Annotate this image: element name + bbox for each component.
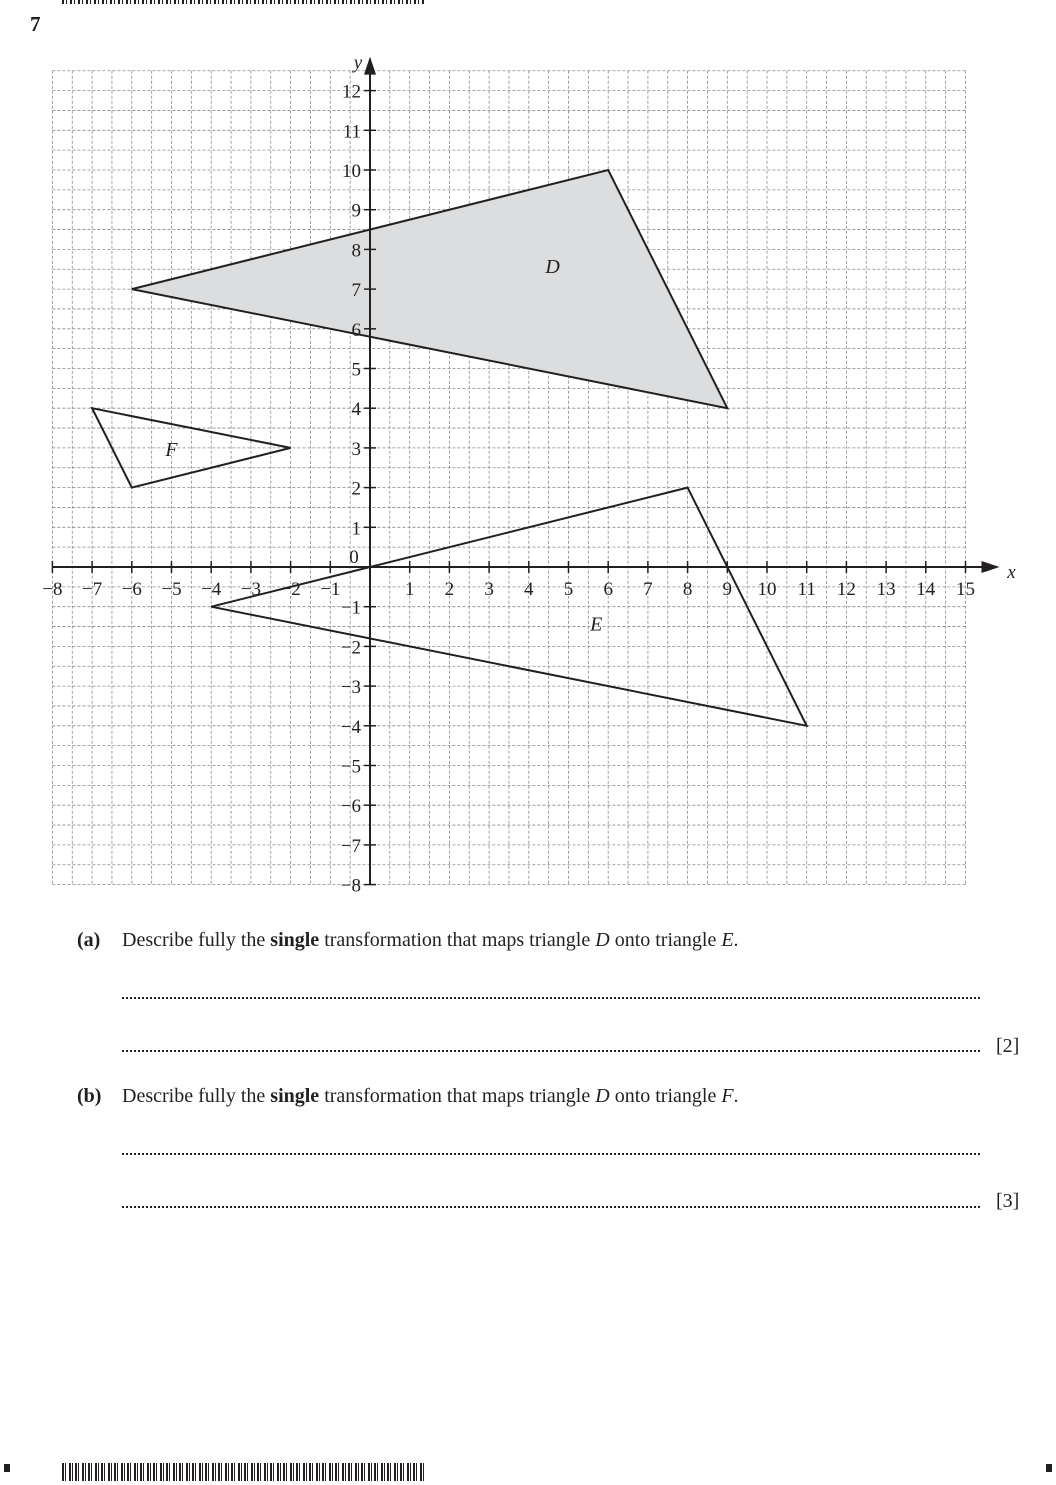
y-tick-label: 11 [342,121,361,143]
question-b-text: Describe fully the single transformation that maps triangle D onto triangle F. [122,1085,739,1107]
x-axis-label: x [1007,562,1016,583]
marks-a: [2] [996,1035,1020,1057]
x-tick-label: 11 [797,579,816,600]
x-tick-label: 15 [956,579,975,600]
x-tick-label: 1 [404,579,415,600]
y-tick-label: −3 [340,677,361,699]
y-tick-label: −4 [340,716,361,738]
x-tick-label: −1 [320,579,341,600]
x-tick-label: −8 [42,579,63,600]
y-tick-label: 9 [351,200,361,222]
x-tick-label: 12 [836,579,856,600]
x-tick-label: 6 [603,579,613,600]
bottom-barcode [62,1463,424,1481]
y-tick-label: 10 [342,161,361,182]
y-axis-label: y [353,52,363,74]
triangle-label-f: F [165,438,178,461]
x-tick-label: 2 [444,579,455,600]
y-tick-label: −8 [340,875,361,897]
top-barcode [62,0,424,4]
question-a-text: Describe fully the single transformation that maps triangle D onto triangle E. [122,929,739,951]
corner-mark-left [4,1464,10,1472]
y-tick-label: 8 [351,240,361,262]
x-tick-label: 9 [722,579,733,600]
question-a-letter: (a) [77,929,101,951]
y-tick-label: −2 [340,637,361,659]
y-tick-label: 4 [351,399,361,421]
x-tick-label: −4 [201,579,222,600]
question-b-letter: (b) [77,1085,102,1107]
x-tick-label: −3 [240,579,262,600]
x-tick-label: −5 [161,579,182,600]
answer-line-a-1[interactable] [122,997,980,999]
x-tick-label: 8 [682,579,693,600]
axis-labels [42,53,1016,897]
x-tick-label: −2 [280,579,301,600]
answer-line-b-2[interactable] [122,1206,980,1208]
coordinate-grid [0,30,1056,900]
y-axis-arrow [364,57,376,75]
x-tick-label: −6 [121,579,142,600]
y-tick-label: 12 [342,81,361,103]
y-tick-label: 6 [351,319,361,341]
y-tick-label: −7 [340,835,361,857]
y-tick-label: −1 [340,597,361,619]
corner-mark-right [1046,1464,1052,1472]
x-tick-label: 14 [916,579,936,600]
x-tick-label: 10 [757,579,777,600]
y-tick-label: −5 [340,756,361,778]
x-tick-label: 7 [643,579,653,600]
answer-line-b-1[interactable] [122,1153,980,1155]
x-tick-label: 4 [524,579,534,600]
triangle-label-e: E [590,613,603,636]
marks-b: [3] [996,1190,1020,1212]
origin-label: 0 [349,547,359,568]
y-tick-label: 1 [351,518,361,540]
grid-lines [52,71,965,885]
y-tick-label: −6 [340,796,361,818]
x-tick-label: 3 [484,579,494,600]
triangle-label-d: D [545,256,560,279]
y-tick-label: 2 [351,478,361,500]
y-tick-label: 7 [351,280,361,302]
x-tick-label: −7 [81,579,103,600]
x-tick-label: 5 [563,579,574,600]
y-tick-label: 3 [351,438,361,460]
y-tick-label: 5 [351,359,361,381]
page-number: 7 [30,12,41,36]
x-axis-arrow [982,561,1000,573]
answer-line-a-2[interactable] [122,1050,980,1052]
x-tick-label: 13 [876,579,896,600]
axes [52,57,999,885]
